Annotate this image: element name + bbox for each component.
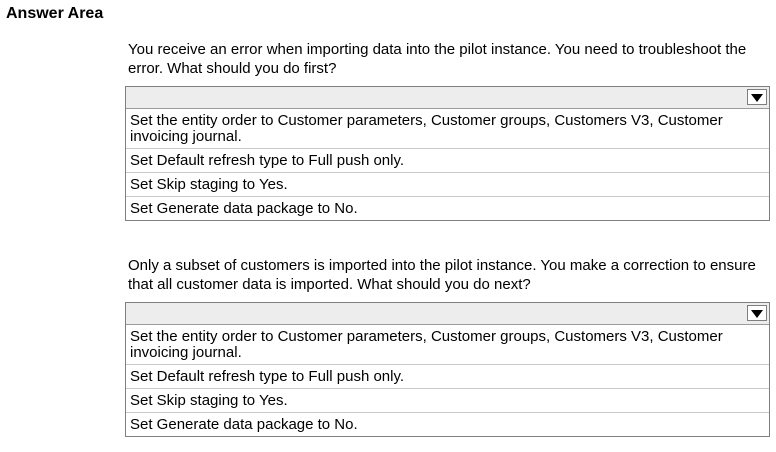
dropdown-1-option-4[interactable]: Set Generate data package to No. [130,200,358,217]
dropdown-1-option-3[interactable]: Set Skip staging to Yes. [126,173,769,197]
dropdown-2-option-2[interactable]: Set Default refresh type to Full push only. [126,365,769,389]
dropdown-1-option-1[interactable]: Set the entity order to Customer parameters, Customer groups, Customers V3, Customer invoicing journal. [126,109,769,149]
dropdown-2-option-3[interactable]: Set Skip staging to Yes. [126,389,769,413]
answer-area-title: Answer Area [6,5,104,22]
question-2-text: Only a subset of customers is imported into the pilot instance. You make a correction to ensure that all customer data is imported. What should you do next? [128,257,756,293]
dropdown-2-option-1[interactable]: Set the entity order to Customer parameters, Customer groups, Customers V3, Customer invoicing journal. [126,325,769,365]
dropdown-2-selected-value[interactable] [126,303,769,325]
question-1-text: You receive an error when importing data into the pilot instance. You need to troubleshoot the error. What should you do first? [128,41,747,77]
dropdown-1-arrow-icon[interactable] [747,89,767,105]
dropdown-2-arrow-icon[interactable] [747,305,767,321]
question-1-dropdown[interactable] [125,86,770,221]
dropdown-2-option-4[interactable]: Set Generate data package to No. [130,416,358,433]
question-2-dropdown[interactable] [125,302,770,437]
dropdown-1-selected-value[interactable] [126,87,769,109]
dropdown-1-option-2[interactable]: Set Default refresh type to Full push only. [126,149,769,173]
